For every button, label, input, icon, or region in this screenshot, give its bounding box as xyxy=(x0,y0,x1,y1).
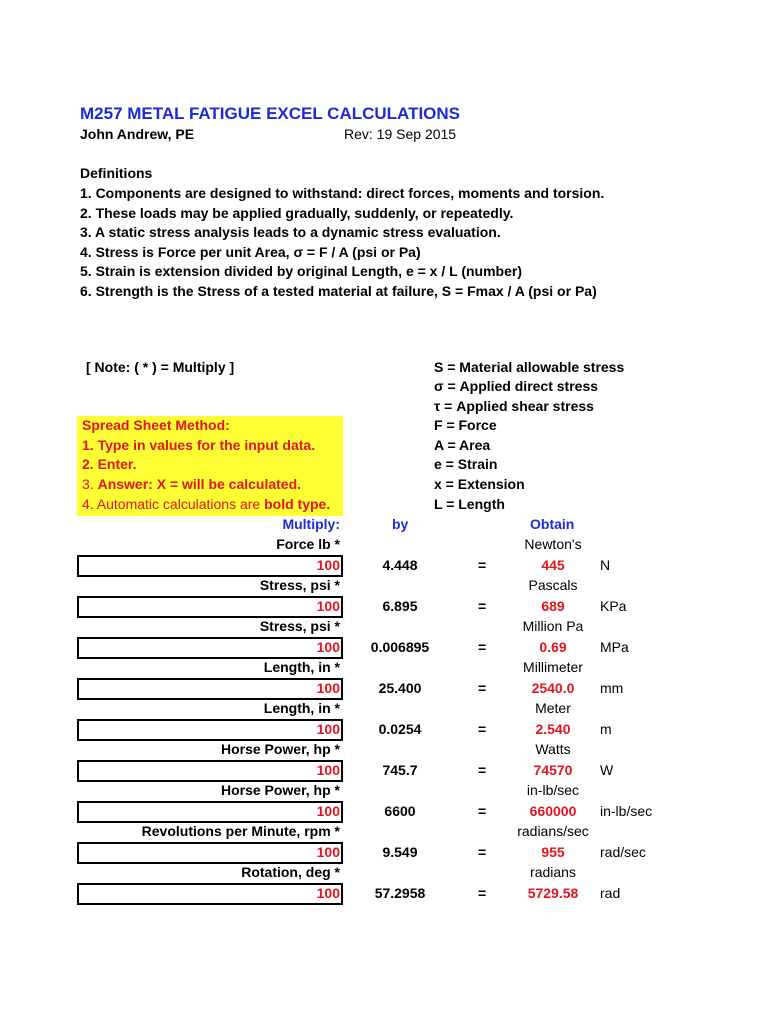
input-cell[interactable] xyxy=(77,637,343,659)
factor-value: 57.2958 xyxy=(374,885,426,901)
result-name: in-lb/sec xyxy=(526,782,580,798)
result-unit: MPa xyxy=(600,639,629,655)
row-label: Revolutions per Minute, rpm * xyxy=(141,823,340,839)
result-name: Millimeter xyxy=(523,659,583,675)
method-step: 3. Answer: X = will be calculated. xyxy=(82,476,302,492)
input-cell[interactable] xyxy=(77,842,343,864)
result-unit: m xyxy=(600,721,612,737)
result-value: 74570 xyxy=(533,762,573,778)
definition-item: 2. These loads may be applied gradually, suddenly, or repeatedly. xyxy=(80,205,514,221)
row-label: Stress, psi * xyxy=(259,577,340,593)
definition-item: 3. A static stress analysis leads to a dynamic stress evaluation. xyxy=(80,224,501,240)
row-label: Force lb * xyxy=(276,536,340,552)
result-value: 2540.0 xyxy=(531,680,575,696)
factor-value: 6.895 xyxy=(382,598,418,614)
result-unit: in-lb/sec xyxy=(600,803,653,819)
input-cell[interactable] xyxy=(77,801,343,823)
input-value[interactable]: 100 xyxy=(316,803,340,819)
equals-sign: = xyxy=(478,762,487,778)
result-name: radians/sec xyxy=(517,823,589,839)
definition-item: 4. Stress is Force per unit Area, σ = F / A (psi or Pa) xyxy=(80,244,421,260)
result-unit: rad/sec xyxy=(600,844,646,860)
result-value: 0.69 xyxy=(539,639,567,655)
column-header-by: by xyxy=(392,516,409,532)
input-value[interactable]: 100 xyxy=(316,557,340,573)
factor-value: 9.549 xyxy=(382,844,418,860)
column-header-multiply: Multiply: xyxy=(282,516,340,532)
factor-value: 6600 xyxy=(384,803,416,819)
definitions-heading: Definitions xyxy=(80,165,153,181)
legend-item: S = Material allowable stress xyxy=(434,359,625,375)
result-name: Watts xyxy=(535,741,571,757)
factor-value: 25.400 xyxy=(378,680,422,696)
input-value[interactable]: 100 xyxy=(316,721,340,737)
author-name: John Andrew, PE xyxy=(80,126,195,142)
result-value: 660000 xyxy=(529,803,577,819)
result-unit: KPa xyxy=(600,598,627,614)
factor-value: 0.006895 xyxy=(370,639,430,655)
factor-value: 4.448 xyxy=(382,557,418,573)
result-name: radians xyxy=(530,864,576,880)
input-value[interactable]: 100 xyxy=(316,639,340,655)
equals-sign: = xyxy=(478,557,487,573)
result-value: 5729.58 xyxy=(527,885,579,901)
legend-item: A = Area xyxy=(434,437,491,453)
input-cell[interactable] xyxy=(77,883,343,905)
factor-value: 745.7 xyxy=(382,762,418,778)
row-label: Length, in * xyxy=(263,700,340,716)
legend-item: F = Force xyxy=(434,417,497,433)
definition-item: 6. Strength is the Stress of a tested material at failure, S = Fmax / A (psi or Pa) xyxy=(80,283,597,299)
equals-sign: = xyxy=(478,844,487,860)
input-cell[interactable] xyxy=(77,596,343,618)
row-label: Horse Power, hp * xyxy=(220,741,340,757)
result-unit: W xyxy=(600,762,614,778)
input-cell[interactable] xyxy=(77,555,343,577)
legend-item: τ = Applied shear stress xyxy=(434,398,594,414)
equals-sign: = xyxy=(478,721,487,737)
result-unit: mm xyxy=(600,680,624,696)
legend-item: σ = Applied direct stress xyxy=(434,378,599,394)
row-label: Horse Power, hp * xyxy=(220,782,340,798)
legend-item: L = Length xyxy=(434,496,505,512)
method-heading: Spread Sheet Method: xyxy=(82,417,230,433)
equals-sign: = xyxy=(478,885,487,901)
result-unit: N xyxy=(600,557,611,573)
method-step: 4. Automatic calculations are bold type. xyxy=(82,496,331,512)
result-unit: rad xyxy=(600,885,621,901)
page-title: M257 METAL FATIGUE EXCEL CALCULATIONS xyxy=(80,104,461,123)
input-value[interactable]: 100 xyxy=(316,598,340,614)
legend-item: x = Extension xyxy=(434,476,525,492)
method-step: 2. Enter. xyxy=(82,456,137,472)
input-value[interactable]: 100 xyxy=(316,680,340,696)
result-name: Pascals xyxy=(528,577,578,593)
row-label: Rotation, deg * xyxy=(241,864,340,880)
result-value: 2.540 xyxy=(535,721,571,737)
multiply-note: [ Note: ( * ) = Multiply ] xyxy=(86,359,235,375)
input-cell[interactable] xyxy=(77,719,343,741)
input-value[interactable]: 100 xyxy=(316,762,340,778)
equals-sign: = xyxy=(478,803,487,819)
input-cell[interactable] xyxy=(77,760,343,782)
input-value[interactable]: 100 xyxy=(316,844,340,860)
legend-item: e = Strain xyxy=(434,456,498,472)
result-value: 955 xyxy=(541,844,565,860)
revision-date: Rev: 19 Sep 2015 xyxy=(344,126,457,142)
row-label: Length, in * xyxy=(263,659,340,675)
result-value: 689 xyxy=(541,598,565,614)
input-value[interactable]: 100 xyxy=(316,885,340,901)
method-step: 1. Type in values for the input data. xyxy=(82,437,316,453)
equals-sign: = xyxy=(478,639,487,655)
definition-item: 1. Components are designed to withstand: direct forces, moments and torsion. xyxy=(80,185,605,201)
result-name: Million Pa xyxy=(522,618,584,634)
result-name: Meter xyxy=(535,700,571,716)
column-header-obtain: Obtain xyxy=(530,516,575,532)
result-value: 445 xyxy=(541,557,565,573)
definition-item: 5. Strain is extension divided by original Length, e = x / L (number) xyxy=(80,263,522,279)
equals-sign: = xyxy=(478,598,487,614)
row-label: Stress, psi * xyxy=(259,618,340,634)
factor-value: 0.0254 xyxy=(378,721,422,737)
result-name: Newton's xyxy=(524,536,582,552)
equals-sign: = xyxy=(478,680,487,696)
input-cell[interactable] xyxy=(77,678,343,700)
